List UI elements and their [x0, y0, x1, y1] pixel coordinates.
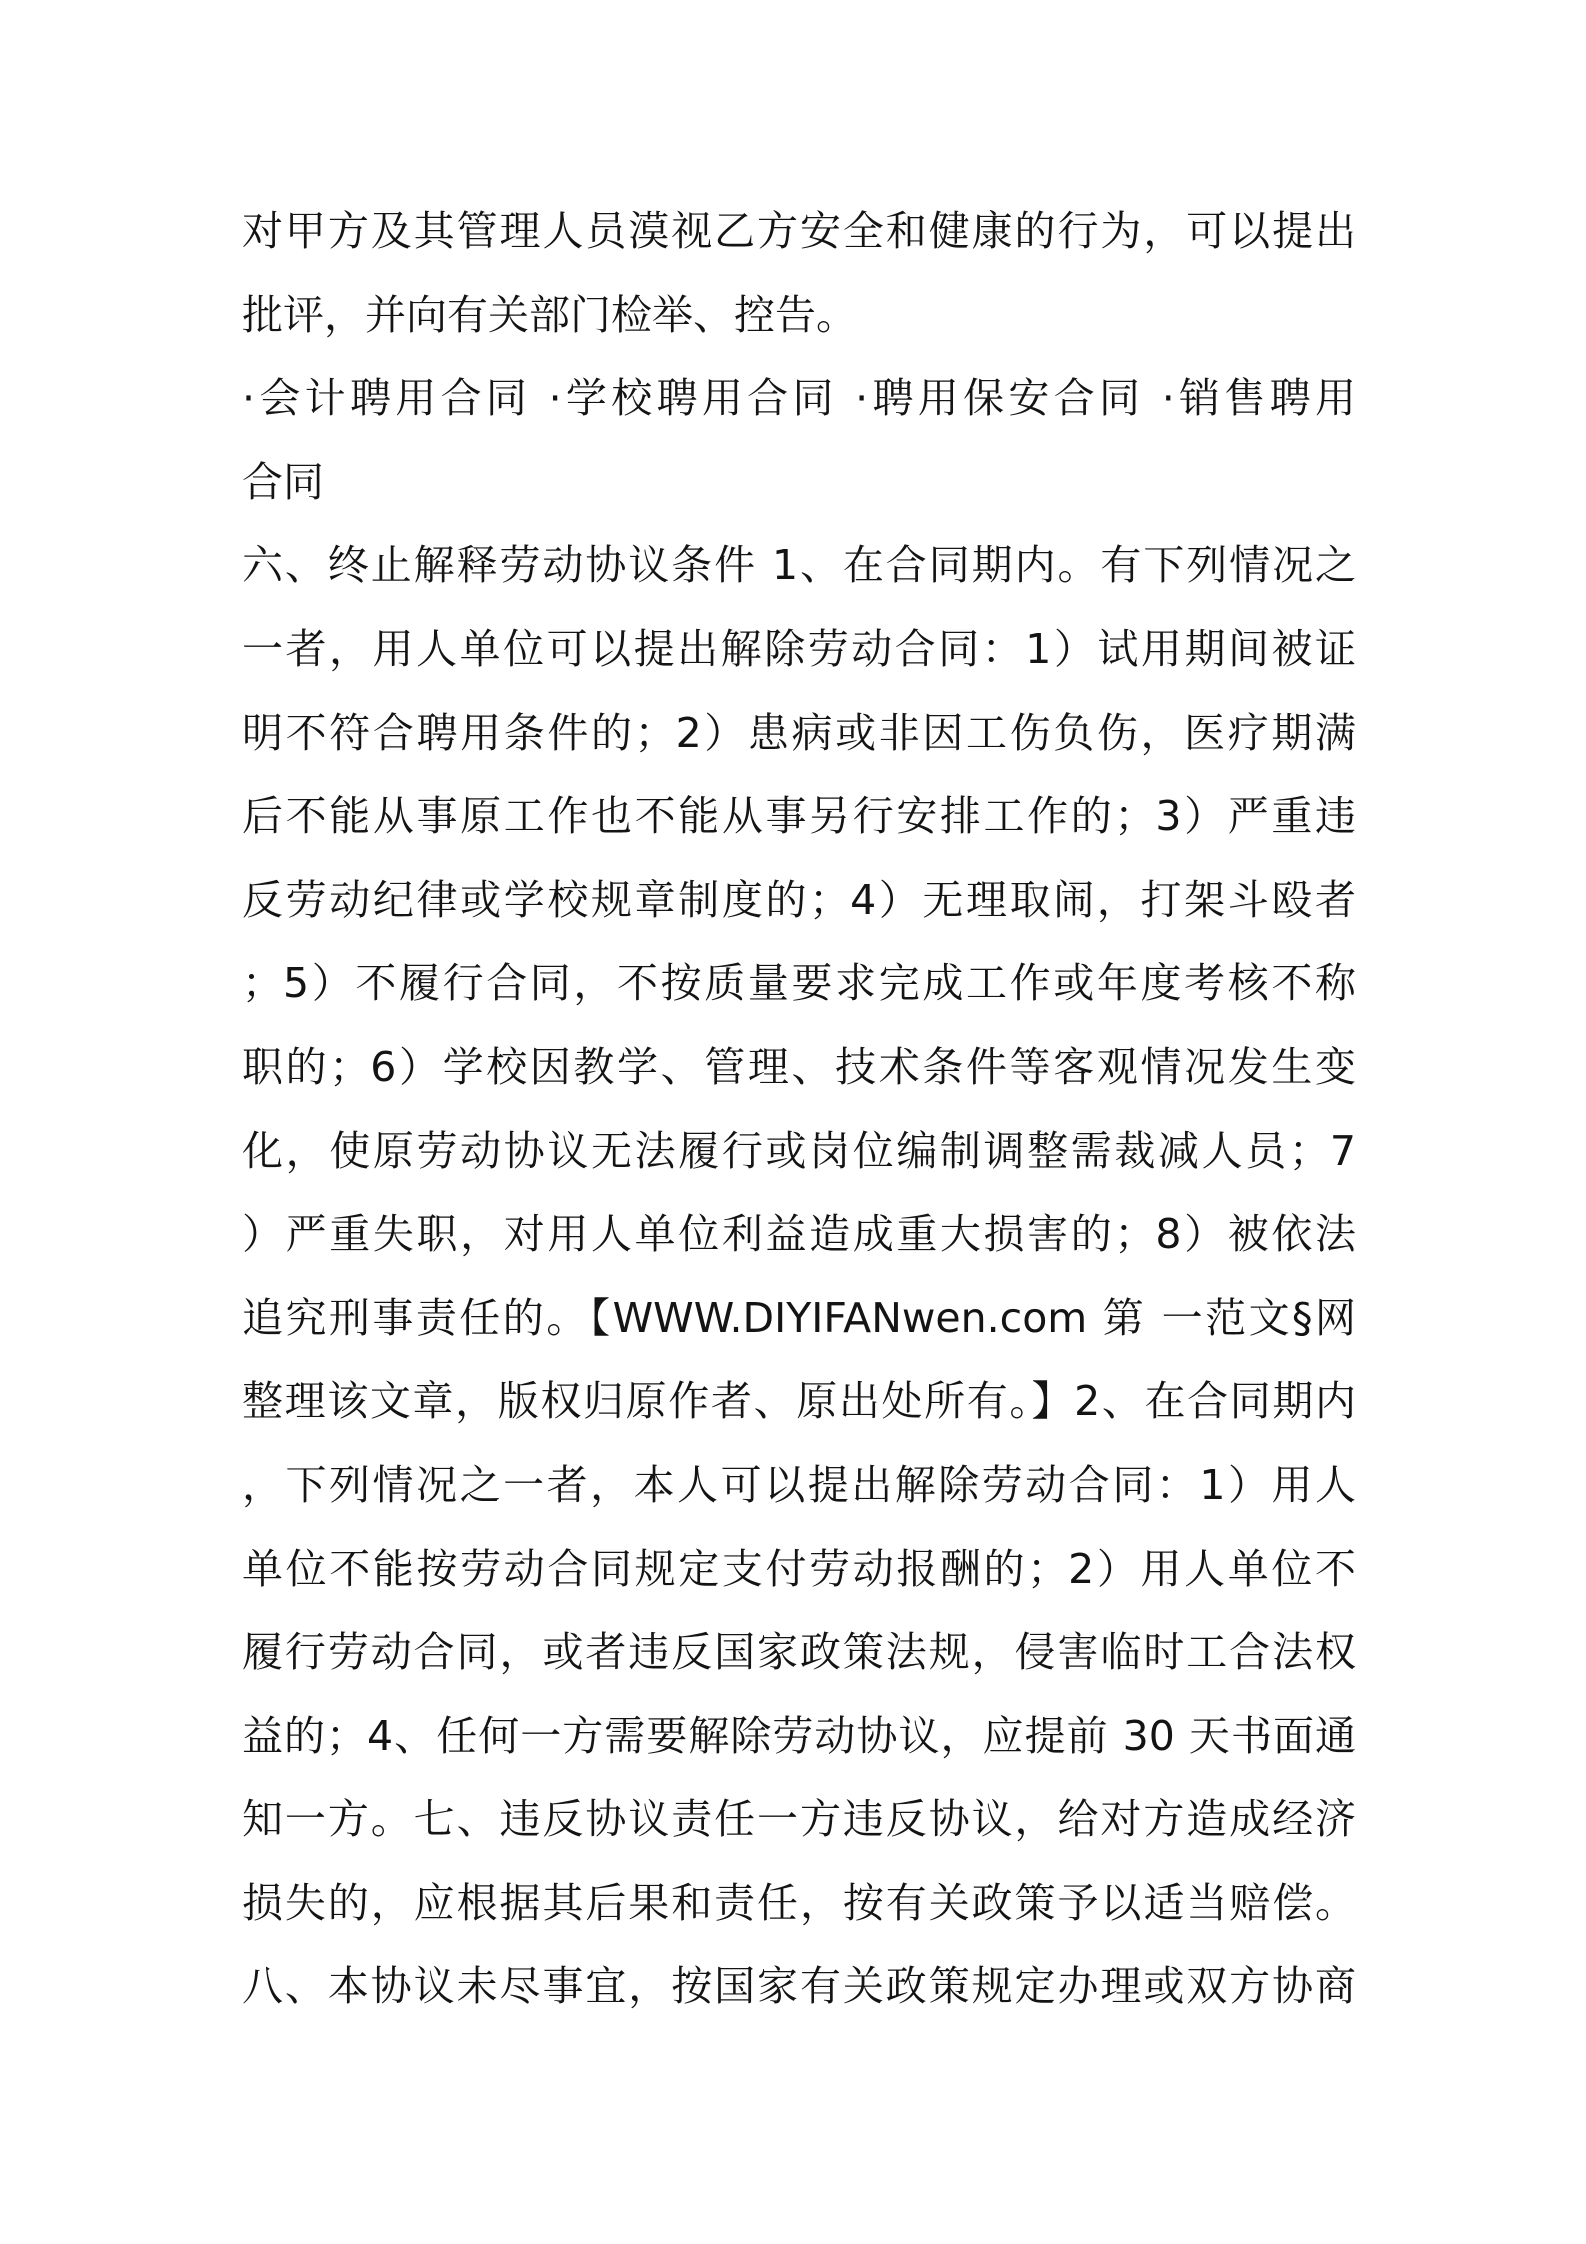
text-line: 化，使原劳动协议无法履行或岗位编制调整需裁减人员；7 [242, 1126, 1356, 1175]
text-line: 益的；4、任何一方需要解除劳动协议，应提前 30 天书面通 [242, 1711, 1356, 1760]
document-body [242, 190, 1356, 2029]
text-line: 一者，用人单位可以提出解除劳动合同：1）试用期间被证 [242, 624, 1356, 673]
text-line: 八、本协议未尽事宜，按国家有关政策规定办理或双方协商 [242, 1962, 1356, 2011]
text-line: 履行劳动合同，或者违反国家政策法规，侵害临时工合法权 [242, 1628, 1356, 1677]
text-line: ，下列情况之一者，本人可以提出解除劳动合同：1）用人 [242, 1460, 1356, 1509]
text-line: 六、终止解释劳动协议条件 1、在合同期内。有下列情况之 [242, 541, 1356, 590]
text-line: ）严重失职，对用人单位利益造成重大损害的；8）被依法 [242, 1210, 1356, 1259]
text-line: 知一方。七、违反协议责任一方违反协议，给对方造成经济 [242, 1795, 1356, 1844]
text-line: 单位不能按劳动合同规定支付劳动报酬的；2）用人单位不 [242, 1544, 1356, 1593]
text-line: 职的；6）学校因教学、管理、技术条件等客观情况发生变 [242, 1042, 1356, 1091]
related-links-line[interactable]: 合同 [242, 457, 324, 506]
text-line: 后不能从事原工作也不能从事另行安排工作的；3）严重违 [242, 792, 1356, 841]
related-links-line[interactable]: ·会计聘用合同 ·学校聘用合同 ·聘用保安合同 ·销售聘用 [242, 374, 1356, 423]
text-line: 追究刑事责任的。【WWW.DIYIFANwen.com 第 一范文§网 [242, 1293, 1356, 1342]
text-line: 损失的，应根据其后果和责任，按有关政策予以适当赔偿。 [242, 1878, 1356, 1927]
text-line: 批评，并向有关部门检举、控告。 [242, 290, 857, 339]
text-line: ；5）不履行合同，不按质量要求完成工作或年度考核不称 [242, 959, 1356, 1008]
text-line: 明不符合聘用条件的；2）患病或非因工伤负伤，医疗期满 [242, 708, 1356, 757]
text-line: 反劳动纪律或学校规章制度的；4）无理取闹，打架斗殴者 [242, 875, 1356, 924]
text-line: 整理该文章，版权归原作者、原出处所有。】2、在合同期内 [242, 1377, 1356, 1426]
text-line: 对甲方及其管理人员漠视乙方安全和健康的行为，可以提出 [242, 207, 1356, 255]
